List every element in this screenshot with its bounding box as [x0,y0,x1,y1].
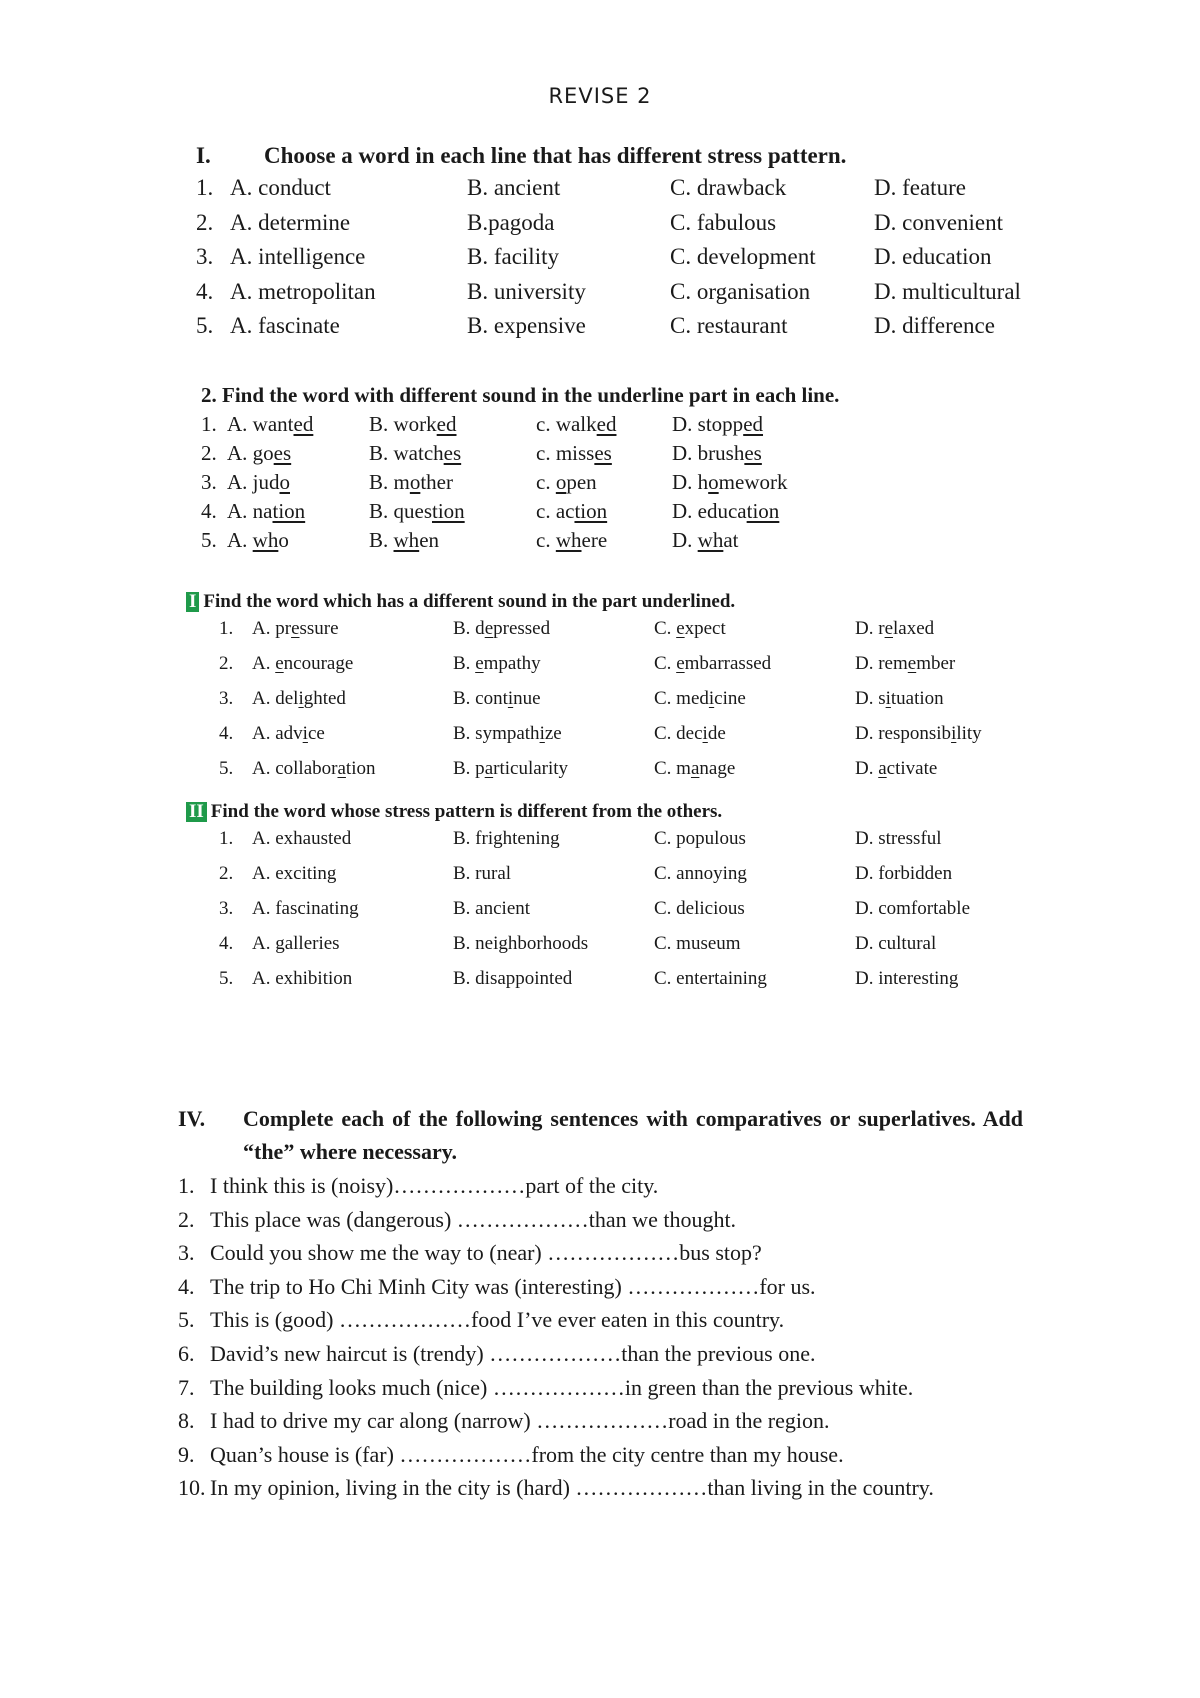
option-text: A. go [227,441,274,465]
answer-option [227,528,369,553]
sentence-item [178,1404,1023,1438]
question-row [186,863,970,898]
underlined-part: o [555,470,567,494]
option-text: de [707,723,726,744]
answer-option [654,723,855,745]
answer-option: C. organisation [670,278,811,304]
option-text: B. cont [453,688,508,709]
answer-option [654,653,855,675]
answer-option: D. forbidden [855,863,953,884]
option-text: B. work [369,412,437,436]
option-text: ce [307,723,325,744]
answer-option [536,499,672,524]
question-row [186,828,970,863]
sentence-text: The trip to Ho Chi Minh City was (interesting) ………………for us. [210,1273,816,1299]
option-text: mber [916,653,956,674]
question-row [196,244,1021,279]
question-number: 4. [201,499,217,523]
sentence-text: I had to drive my car along (narrow) ………………road in the region. [210,1408,830,1434]
answer-option: A. exhibition [252,968,353,989]
answer-option [369,499,536,524]
answer-option [369,441,536,466]
underlined-part: e [907,653,917,674]
option-text: ze [544,723,562,744]
answer-option: D. comfortable [855,898,971,919]
answer-option: B.pagoda [467,209,555,235]
section-stress-different [186,801,970,1003]
underlined-part: a [484,758,494,779]
sentence-item [178,1236,1023,1270]
option-text: B. sympath [453,723,540,744]
section-badge: II [186,802,207,822]
option-text: c. ac [536,499,575,523]
question-number: 1. [196,175,214,200]
option-text: C. med [654,688,709,709]
section-heading-text: Find the word which has a different sound in the part underlined. [203,591,736,612]
underlined-part: wh [555,528,582,552]
answer-option [453,758,654,780]
section-number: IV. [178,1106,206,1131]
section-stress-pattern [196,143,1021,348]
question-list [201,412,839,557]
underlined-part: e [475,653,484,674]
sentence-text: This place was (dangerous) ………………than we thought. [210,1206,737,1232]
option-text: A. jud [227,470,280,494]
question-list [186,828,970,1003]
answer-option: D. difference [874,313,995,338]
section-heading-text: Complete each of the following sentences with comparatives or superlatives. Add “the” where necessary. [243,1106,1023,1164]
answer-option: C. populous [654,828,746,849]
underlined-part: i [708,688,715,709]
answer-option [536,528,672,553]
answer-option [252,653,453,675]
underlined-part: es [443,441,462,465]
question-number: 2. [196,209,214,235]
option-text: D. educa [672,499,747,523]
sentence-text: I think this is (noisy)………………part of the city. [210,1173,659,1198]
answer-option: C. delicious [654,898,745,919]
answer-option: B. neighborhoods [453,933,589,954]
question-number: 3. [196,244,214,269]
question-row [186,933,970,968]
option-text: A. del [252,688,299,709]
sentence-text: David’s new haircut is (trendy) ………………than the previous one. [210,1340,816,1366]
sentence-number: 5. [178,1307,195,1333]
answer-option: D. cultural [855,933,937,954]
answer-option: B. ancient [467,175,561,200]
answer-option [369,412,536,437]
underlined-part: i [302,723,308,744]
answer-option: C. development [670,244,816,269]
underlined-part: i [298,688,304,709]
sentence-number: 1. [178,1173,195,1198]
option-text: A. adv [252,723,303,744]
underlined-part: ed [596,412,617,436]
option-text: A. pr [252,618,292,639]
section-heading [186,801,970,823]
option-text: A. [252,653,276,674]
question-row [201,412,839,441]
answer-option: B. rural [453,863,512,884]
answer-option [672,528,739,553]
question-number: 5. [196,313,214,338]
answer-option: A. exhausted [252,828,352,849]
option-text: C. m [654,758,691,779]
answer-option: A. fascinating [252,898,359,919]
option-text: ssure [299,618,339,639]
option-text: A. collabor [252,758,338,779]
answer-option [453,688,654,710]
option-text: c. [536,470,556,494]
question-row [196,175,1021,210]
answer-option [672,441,762,466]
option-text: c. walk [536,412,597,436]
answer-option [536,441,672,466]
underlined-part: tion [574,499,608,523]
answer-option: D. feature [874,175,966,200]
sentence-number: 4. [178,1273,195,1299]
option-text: tion [345,758,376,779]
answer-option: A. determine [230,209,351,235]
answer-option: B. expensive [467,313,586,338]
answer-option [369,528,536,553]
sentence-text: In my opinion, living in the city is (hard) ………………than living in the country. [210,1475,934,1501]
sentence-number: 10. [178,1475,206,1501]
answer-option: D. stressful [855,828,942,849]
answer-option: C. entertaining [654,968,767,989]
underlined-part: e [291,618,300,639]
option-text: B. m [369,470,410,494]
section-heading [186,591,982,613]
question-number: 3. [219,898,234,919]
option-text: D. r [855,618,885,639]
answer-option [855,758,937,780]
answer-option [227,470,369,495]
sentence-item [178,1337,1023,1371]
answer-option: D. multicultural [874,278,1021,304]
option-text: en [419,528,440,552]
question-row [201,528,839,557]
sentence-number: 7. [178,1374,195,1400]
answer-option [654,688,855,710]
question-row [201,441,839,470]
option-text: C. dec [654,723,703,744]
sentence-text: Could you show me the way to (near) ………………bus stop? [210,1240,762,1266]
underlined-part: e [484,618,494,639]
answer-option [672,499,779,524]
sentence-number: 3. [178,1240,195,1266]
option-text: rticularity [493,758,569,779]
option-text: mpathy [483,653,541,674]
question-row [186,898,970,933]
answer-option [855,618,934,640]
answer-option: D. education [874,244,992,269]
question-number: 2. [201,441,217,465]
question-number: 1. [219,828,234,849]
answer-option: A. intelligence [230,244,366,269]
option-text: A. na [227,499,273,523]
option-text: xpect [684,618,726,639]
option-text: ghted [303,688,346,709]
answer-option: C. museum [654,933,741,954]
section-heading [178,1102,1023,1168]
underlined-part: i [702,723,708,744]
sentence-number: 9. [178,1441,195,1467]
question-number: 4. [219,933,234,954]
underlined-part: ed [293,412,314,436]
sentence-item [178,1169,1023,1203]
answer-option [855,723,982,745]
option-text: D. [855,758,879,779]
answer-option [453,618,654,640]
option-text: B. watch [369,441,444,465]
answer-option [453,653,654,675]
answer-option: C. annoying [654,863,747,884]
question-number: 4. [196,278,214,304]
underlined-part: a [878,758,887,779]
answer-option: D. convenient [874,209,1004,235]
question-list [186,618,982,793]
underlined-part: a [690,758,700,779]
underlined-part: es [594,441,612,465]
option-text: pen [566,470,597,494]
underlined-part: o [409,470,421,494]
option-text: C. [654,653,677,674]
question-row [196,210,1021,245]
option-text: lity [956,723,982,744]
question-row [186,723,982,758]
answer-option [227,441,369,466]
sentence-number: 2. [178,1206,195,1232]
question-number: 5. [219,758,234,779]
section-badge: I [186,592,199,612]
answer-option [654,758,855,780]
question-number: 4. [219,723,234,744]
underlined-part: e [884,618,893,639]
underlined-part: o [708,470,719,494]
option-text: A. want [227,412,294,436]
option-text: D. stopp [672,412,744,436]
answer-option: C. fabulous [670,209,777,235]
answer-option [227,412,369,437]
underlined-part: i [885,688,891,709]
answer-option: B. university [467,278,586,304]
sentence-item [178,1303,1023,1337]
sentence-number: 6. [178,1340,195,1366]
sentence-number: 8. [178,1408,195,1434]
option-text: cine [714,688,746,709]
underlined-part: i [507,688,514,709]
question-number: 1. [219,618,234,639]
answer-option [536,470,672,495]
option-text: D. s [855,688,886,709]
answer-option: C. restaurant [670,313,788,338]
question-number: 1. [201,412,217,436]
section-heading-text: Choose a word in each line that has different stress pattern. [264,143,847,168]
underlined-part: i [539,723,545,744]
answer-option [252,618,453,640]
option-text: at [723,528,739,552]
question-number: 3. [219,688,234,709]
answer-option [672,470,788,495]
question-number: 3. [201,470,217,494]
option-text: D. [672,528,698,552]
answer-option [453,723,654,745]
option-text: D. rem [855,653,908,674]
question-row [186,758,982,793]
answer-option: B. facility [467,244,559,269]
answer-option [252,758,453,780]
option-text: D. responsib [855,723,952,744]
option-text: B. p [453,758,485,779]
sentence-text: The building looks much (nice) ………………in green than the previous white. [210,1374,914,1400]
sentence-item [178,1471,1023,1505]
underlined-part: tion [432,499,465,523]
underlined-part: es [744,441,762,465]
sentence-text: This is (good) ………………food I’ve ever eaten in this country. [210,1307,785,1333]
page-title: REVISE 2 [548,84,652,108]
underlined-part: wh [252,528,279,552]
option-text: ere [581,528,608,552]
answer-option [855,653,955,675]
answer-option [252,723,453,745]
option-text: c. [536,528,556,552]
option-text: mbarrassed [684,653,772,674]
underlined-part: o [279,470,290,494]
question-row [186,653,982,688]
underlined-part: e [676,653,685,674]
option-text: nage [699,758,736,779]
option-text: B. [453,653,476,674]
question-row [196,313,1021,348]
answer-option: A. galleries [252,933,340,954]
question-row [201,470,839,499]
section-underlined-sound [186,591,982,793]
option-text: B. d [453,618,485,639]
underlined-part: es [273,441,292,465]
option-text: nue [513,688,541,709]
underlined-part: ed [743,412,764,436]
underlined-part: wh [697,528,724,552]
option-text: ctivate [886,758,938,779]
answer-option [369,470,536,495]
answer-option [855,688,944,710]
section-heading: 2. Find the word with different sound in the underline part in each line. [201,383,840,407]
question-row [201,499,839,528]
answer-option [672,412,763,437]
option-text: o [278,528,289,552]
answer-option: D. interesting [855,968,959,989]
underlined-part: tion [746,499,780,523]
underlined-part: i [951,723,957,744]
answer-option: A. exciting [252,863,337,884]
section-number: I. [196,143,211,168]
sentence-text: Quan’s house is (far) ………………from the city centre than my house. [210,1441,844,1467]
answer-option: A. metropolitan [230,278,376,304]
option-text: A. [227,528,253,552]
underlined-part: e [275,653,284,674]
question-list [196,175,1021,348]
option-text: D. brush [672,441,745,465]
option-text: c. miss [536,441,595,465]
question-row [196,279,1021,314]
sentence-item [178,1270,1023,1304]
question-row [186,968,970,1003]
answer-option: B. disappointed [453,968,573,989]
section-heading-text: Find the word whose stress pattern is different from the others. [210,801,723,822]
option-text: D. h [672,470,709,494]
option-text: B. [369,528,394,552]
question-number: 5. [219,968,234,989]
section-comparatives [178,1102,1023,1505]
section-different-sound [201,383,839,557]
question-number: 2. [219,653,234,674]
option-text: ther [420,470,453,494]
underlined-part: a [337,758,346,779]
question-number: 5. [201,528,217,552]
section-heading [196,143,1021,169]
question-row [186,688,982,723]
option-text: mework [718,470,788,494]
underlined-part: ed [436,412,457,436]
option-text: pressed [493,618,551,639]
underlined-part: tion [272,499,306,523]
answer-option: C. drawback [670,175,787,200]
answer-option: B. ancient [453,898,531,919]
answer-option [252,688,453,710]
sentence-item [178,1438,1023,1472]
sentence-list [178,1169,1023,1505]
answer-option: A. fascinate [230,313,340,338]
answer-option [536,412,672,437]
sentence-item [178,1371,1023,1405]
underlined-part: e [676,618,685,639]
question-row [186,618,982,653]
option-text: B. ques [369,499,432,523]
answer-option [227,499,369,524]
sentence-item [178,1203,1023,1237]
underlined-part: wh [393,528,420,552]
option-text: ncourage [283,653,354,674]
option-text: tuation [890,688,944,709]
question-number: 2. [219,863,234,884]
answer-option [654,618,855,640]
option-text: laxed [893,618,935,639]
option-text: C. [654,618,677,639]
answer-option: A. conduct [230,175,331,200]
answer-option: B. frightening [453,828,560,849]
